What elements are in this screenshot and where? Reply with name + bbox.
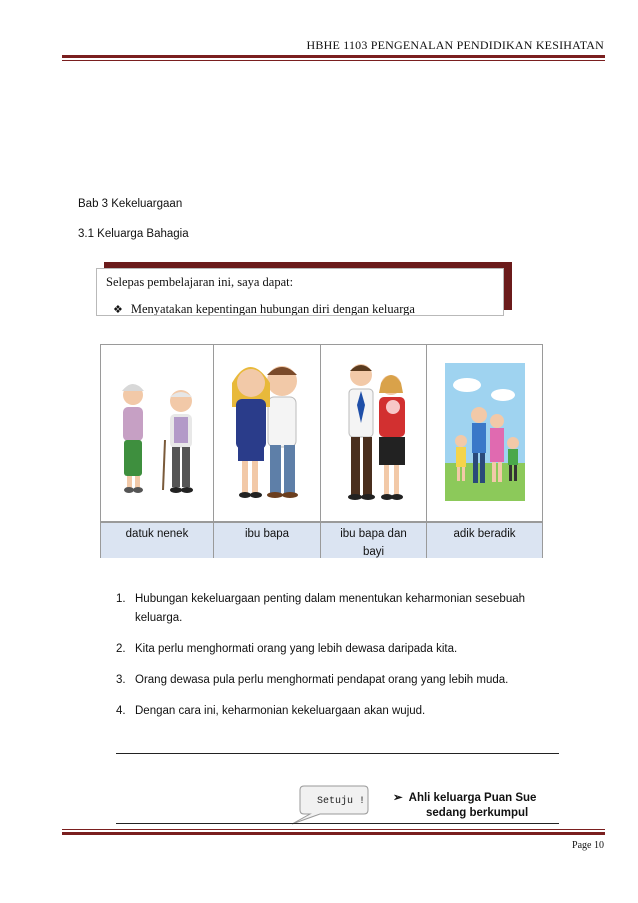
list-item: 3. Orang dewasa pula perlu menghormati pendapat orang yang lebih muda. (116, 674, 509, 686)
footer-rule-thin (62, 829, 605, 830)
caption-line-2: sedang berkumpul (426, 807, 529, 819)
speech-text: Setuju ! (317, 796, 366, 807)
page-number: Page 10 (572, 840, 604, 851)
objective-heading: Selepas pembelajaran ini, saya dapat: (106, 275, 294, 289)
caption: ➢ Ahli keluarga Puan Sue (393, 792, 537, 804)
header-rule (62, 55, 605, 58)
mother-with-baby-icon (379, 375, 405, 500)
objective-item (113, 302, 415, 316)
list-item: 4. Dengan cara ini, keharmonian kekeluargaan akan wujud. (116, 705, 426, 717)
label-grandparents: datuk nenek (101, 521, 214, 558)
footer-rule (62, 832, 605, 835)
grandfather-icon (163, 390, 193, 493)
father-icon (267, 366, 298, 498)
list-item: 2. Kita perlu menghormati orang yang lebih dewasa daripada kita. (116, 643, 458, 655)
siblings-image (427, 345, 542, 521)
arrow-bullet-icon: ➢ (393, 792, 403, 804)
objective-item-text: Menyatakan kepentingan hubungan diri dengan keluarga (130, 302, 415, 316)
points-list (116, 590, 556, 733)
diamond-bullet-icon: ❖ (113, 304, 123, 316)
parents-image (214, 345, 321, 521)
header-rule-thin (62, 60, 605, 61)
label-parents-baby: ibu bapa dan bayi (321, 521, 427, 558)
grandmother-icon (122, 384, 144, 493)
chapter-title: Bab 3 Kekeluargaan (78, 198, 183, 210)
family-table (100, 344, 543, 558)
separator-line-2 (116, 823, 559, 824)
label-siblings: adik beradik (427, 521, 542, 558)
label-parents: ibu bapa (214, 521, 321, 558)
list-item: 1. Hubungan kekeluargaan penting dalam menentukan keharmonian sesebuah keluarga. (116, 593, 526, 624)
father-with-tie-icon (348, 364, 375, 500)
mother-icon (232, 367, 270, 498)
objective-box (96, 268, 504, 316)
grandparents-image (101, 345, 214, 521)
separator-line (116, 753, 559, 754)
parents-baby-image (321, 345, 427, 521)
section-title: 3.1 Keluarga Bahagia (78, 228, 189, 240)
header-title: HBHE 1103 PENGENALAN PENDIDIKAN KESIHATAN (306, 38, 604, 52)
